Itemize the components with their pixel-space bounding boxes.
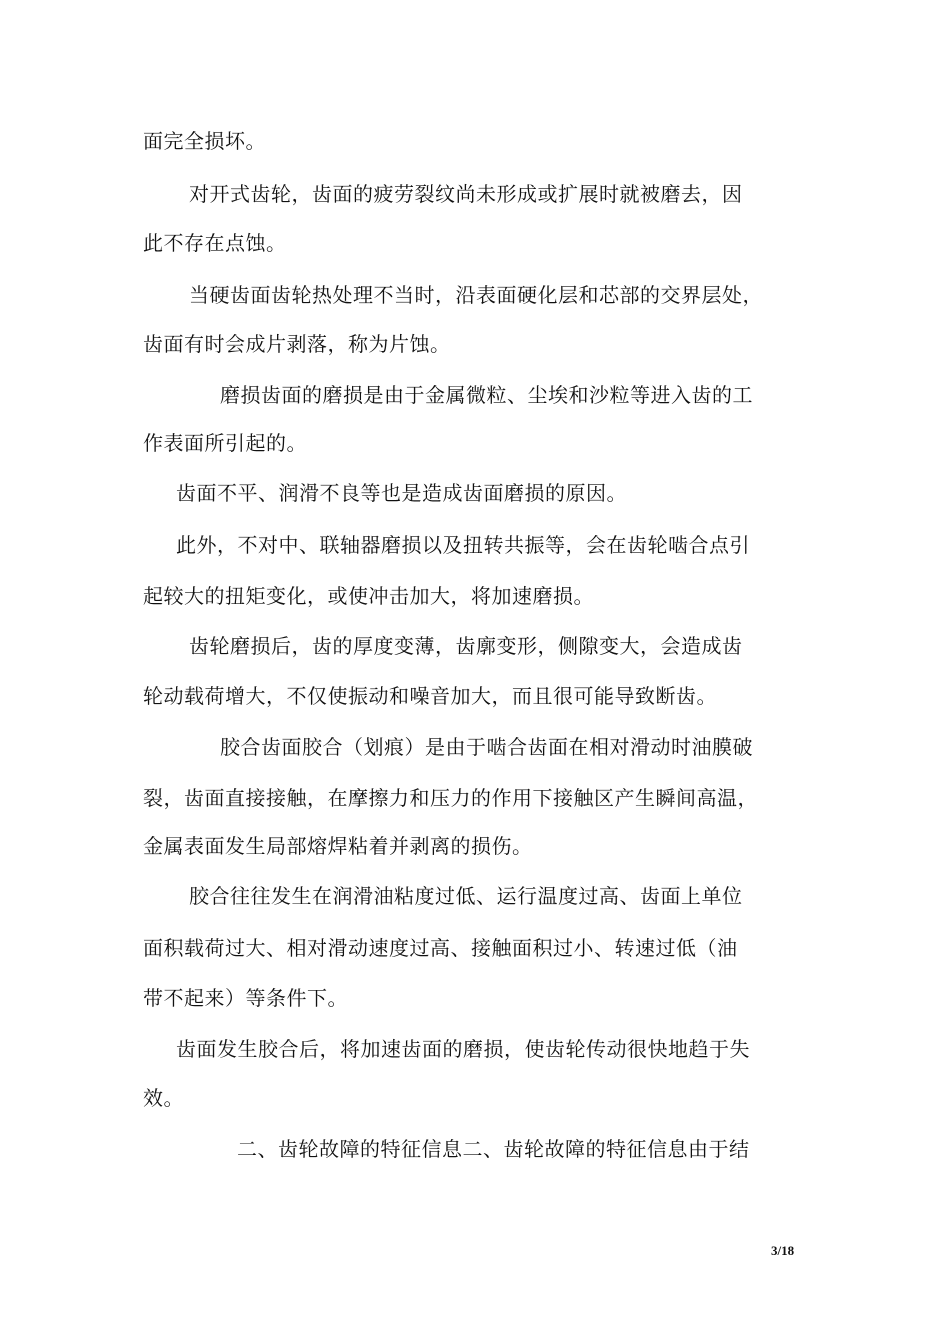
text-line: 面积载荷过大、相对滑动速度过高、接触面积过小、转速过低（油 — [143, 936, 738, 960]
text-line: 齿轮磨损后，齿的厚度变薄，齿廓变形，侧隙变大，会造成齿 — [189, 634, 743, 658]
text-line: 此不存在点蚀。 — [143, 231, 287, 255]
page-number: 3/18 — [771, 1243, 795, 1258]
text-line: 裂，齿面直接接触，在摩擦力和压力的作用下接触区产生瞬间高温， — [143, 786, 758, 810]
text-line: 轮动载荷增大，不仅使振动和噪音加大，而且很可能导致断齿。 — [143, 684, 717, 708]
text-line: 带不起来）等条件下。 — [143, 986, 348, 1010]
text-line: 对开式齿轮，齿面的疲劳裂纹尚未形成或扩展时就被磨去，因 — [189, 182, 743, 206]
text-line: 效。 — [143, 1086, 184, 1110]
text-line: 齿面发生胶合后，将加速齿面的磨损，使齿轮传动很快地趋于失 — [176, 1037, 750, 1061]
text-line: 起较大的扭矩变化，或使冲击加大，将加速磨损。 — [143, 584, 594, 608]
text-line: 磨损齿面的磨损是由于金属微粒、尘埃和沙粒等进入齿的工 — [220, 383, 753, 407]
text-line: 胶合齿面胶合（划痕）是由于啮合齿面在相对滑动时油膜破 — [220, 735, 753, 759]
text-line: 金属表面发生局部熔焊粘着并剥离的损伤。 — [143, 834, 533, 858]
text-line: 面完全损坏。 — [143, 129, 266, 153]
text-line: 胶合往往发生在润滑油粘度过低、运行温度过高、齿面上单位 — [189, 884, 743, 908]
text-line: 齿面不平、润滑不良等也是造成齿面磨损的原因。 — [176, 481, 627, 505]
text-line: 作表面所引起的。 — [143, 431, 307, 455]
text-line: 当硬齿面齿轮热处理不当时，沿表面硬化层和芯部的交界层处， — [189, 283, 763, 307]
text-line: 二、齿轮故障的特征信息二、齿轮故障的特征信息由于结 — [237, 1137, 750, 1161]
text-line: 此外，不对中、联轴器磨损以及扭转共振等，会在齿轮啮合点引 — [176, 533, 750, 557]
text-line: 齿面有时会成片剥落，称为片蚀。 — [143, 332, 451, 356]
